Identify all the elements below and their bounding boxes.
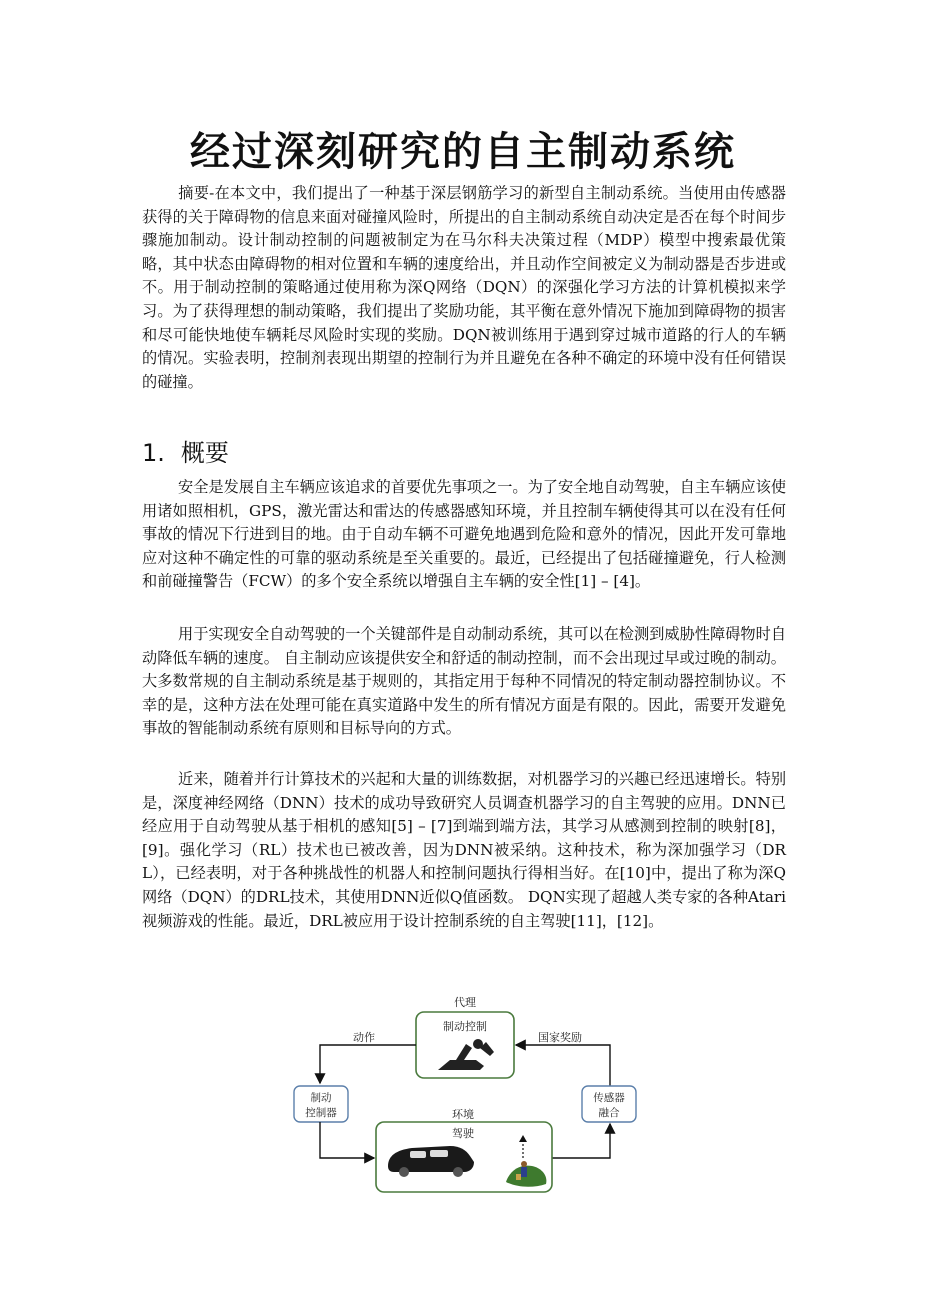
system-diagram [280,986,650,1201]
abstract-paragraph [142,182,786,394]
section-heading [142,436,229,470]
control-arrow [320,1122,374,1158]
section-title: 概要 [180,439,229,467]
body-text-1: 安全是发展自主车辆应该追求的首要优先事项之一。为了安全地自动驾驶，自主车辆应该使用诸如照相机，GPS，激光雷达和雷达的传感器感知环境，并且控制车辆使得其可以在没有任何事故的情况下行进到目的地。由于自动车辆不可避免地遇到危险和意外的情况，因此开发可靠地应对这种不确定性的可靠的驱动系统是至关重要的。最近，已经提出了包括碰撞避免，行人检测和前碰撞警告（FCW）的多个安全系统以增强自主车辆的安全性[1] – [4]。 [142,478,786,591]
body-paragraph-2 [142,623,786,741]
brake-control-label: 制动控制 [443,1020,487,1033]
paper-title: 经过深刻研究的自主制动系统 [190,129,736,175]
reward-label: 国家奖励 [538,1031,582,1044]
body-text-3: 近来，随着并行计算技术的兴起和大量的训练数据，对机器学习的兴趣已经迅速增长。特别是，深度神经网络（DNN）技术的成功导致研究人员调查机器学习的自主驾驶的应用。DNN已经应用于自动驾驶从基于相机的感知[5] – [7]到端到端方法，其学习从感测到控制的映射[8]，[9]。强化学习（RL）技术也已被改善，因为DNN被采纳。这种技术，称为深加强学习（DRL），已经表明，对于各种挑战性的机器人和控制问题执行得相当好。在[10]中，提出了称为深Q网络（DQN）的DRL技术，其使用DNN近似Q值函数。 DQN实现了超越人类专家的各种Atari视频游戏的性能。最近，DRL被应用于设计控制系统的自主驾驶[11]，[12]。 [142,770,786,930]
section-number: 1. [142,439,165,467]
driving-label: 驾驶 [452,1127,474,1140]
action-label: 动作 [353,1031,375,1044]
abstract-text: 摘要-在本文中，我们提出了一种基于深层钢筋学习的新型自主制动系统。当使用由传感器获得的关于障碍物的信息来面对碰撞风险时，所提出的自主制动系统自动决定是否在每个时间步骤施加制动。设计制动控制的问题被制定为在马尔科夫决策过程（MDP）模型中搜索最优策略，其中状态由障碍物的相对位置和车辆的速度给出，并且动作空间被定义为制动器是否步进或不。用于制动控制的策略通过使用称为深Q网络（DQN）的深强化学习方法的计算机模拟来学习。为了获得理想的制动策略，我们提出了奖励功能，其平衡在意外情况下施加到障碍物的损害和尽可能快地使车辆耗尽风险时实现的奖励。DQN被训练用于遇到穿过城市道路的行人的车辆的情况。实验表明，控制剂表现出期望的控制行为并且避免在各种不确定的环境中没有任何错误的碰撞。 [142,184,786,391]
body-text-2: 用于实现安全自动驾驶的一个关键部件是自动制动系统，其可以在检测到威胁性障碍物时自动降低车辆的速度。 自主制动应该提供安全和舒适的制动控制，而不会出现过早或过晚的制动。大多数常规的自主制动系统是基于规则的，其指定用于每种不同情况的特定制动器控制协议。不幸的是，这种方法在处理可能在真实道路中发生的所有情况方面是有限的。因此，需要开发避免事故的智能制动系统有原则和目标导向的方式。 [142,625,786,738]
reward-arrow [516,1045,610,1086]
environment-label: 环境 [452,1108,474,1121]
sense-arrow [552,1124,610,1158]
controller-line-2: 控制器 [305,1107,337,1119]
controller-line-1: 制动 [310,1092,332,1104]
sensor-line-1: 传感器 [593,1092,625,1104]
agent-label: 代理 [454,996,476,1009]
body-paragraph-1 [142,476,786,594]
sensor-line-2: 融合 [598,1107,620,1119]
action-arrow [320,1045,416,1083]
body-paragraph-3 [142,768,786,933]
